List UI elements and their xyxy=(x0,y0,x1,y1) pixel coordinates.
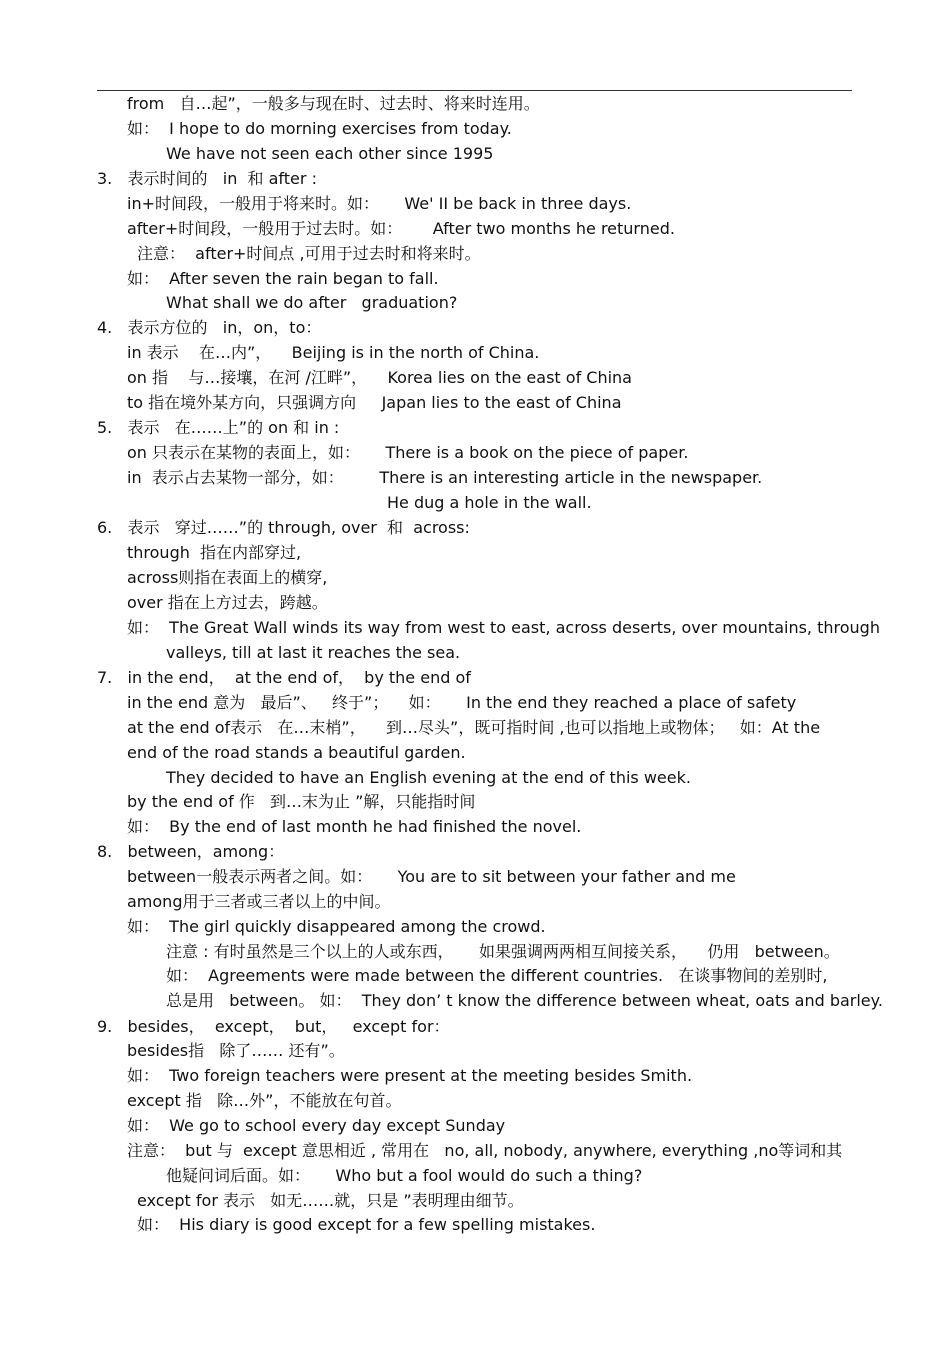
text-line: over 指在上方过去，跨越。 xyxy=(127,593,328,612)
text-line: 如： His diary is good except for a few spelling mistakes. xyxy=(137,1215,596,1234)
section-heading: 3. 表示时间的 in 和 after : xyxy=(97,169,317,188)
section-heading: 4. 表示方位的 in，on，to： xyxy=(97,318,322,337)
text-line: except 指 除…外”，不能放在句首。 xyxy=(127,1091,402,1110)
text-line: after+时间段，一般用于过去时。如： After two months he returned. xyxy=(127,219,675,238)
text-line: in 表示占去某物一部分，如： There is an interesting article in the newspaper. xyxy=(127,468,763,487)
text-line: 如： After seven the rain began to fall. xyxy=(127,269,439,288)
text-line: 注意 : 有时虽然是三个以上的人或东西， 如果强调两两相互间接关系， 仍用 between。 xyxy=(166,942,840,961)
text-line: in 表示 在…内”， Beijing is in the north of China. xyxy=(127,343,540,362)
section-heading: 9. besides， except， but， except for： xyxy=(97,1017,450,1036)
text-line: 如： I hope to do morning exercises from today. xyxy=(127,119,512,138)
text-line: 如： The Great Wall winds its way from west to east, across deserts, over mountains, through xyxy=(127,618,880,637)
text-line: on 只表示在某物的表面上，如： There is a book on the piece of paper. xyxy=(127,443,689,462)
text-line: 如： By the end of last month he had finished the novel. xyxy=(127,817,582,836)
text-line: through 指在内部穿过, xyxy=(127,543,302,562)
text-line: 他疑问词后面。如： Who but a fool would do such a thing? xyxy=(166,1166,643,1185)
text-line: end of the road stands a beautiful garden. xyxy=(127,743,466,762)
text-line: 注意： after+时间点 ,可用于过去时和将来时。 xyxy=(137,244,481,263)
text-line: on 指 与…接壤，在河 /江畔”， Korea lies on the east of China xyxy=(127,368,632,387)
text-line: He dug a hole in the wall. xyxy=(387,493,592,512)
text-line: by the end of 作 到…末为止 ”解，只能指时间 xyxy=(127,792,476,811)
text-line: 注意： but 与 except 意思相近 , 常用在 no, all, nobody, anywhere, everything ,no等词和其 xyxy=(127,1141,843,1160)
text-line: 总是用 between。 如： They don’ t know the difference between wheat, oats and barley. xyxy=(166,991,883,1010)
section-heading: 5. 表示 在……上”的 on 和 in : xyxy=(97,418,340,437)
text-line: We have not seen each other since 1995 xyxy=(166,144,494,163)
text-line: among用于三者或三者以上的中间。 xyxy=(127,892,391,911)
text-line: except for 表示 如无……就，只是 ”表明理由细节。 xyxy=(137,1191,524,1210)
text-line: 如： Two foreign teachers were present at the meeting besides Smith. xyxy=(127,1066,693,1085)
section-heading: 7. in the end， at the end of， by the end of xyxy=(97,668,471,687)
text-line: They decided to have an English evening at the end of this week. xyxy=(166,768,691,787)
top-rule xyxy=(97,90,852,91)
text-line: from 自…起”，一般多与现在时、过去时、将来时连用。 xyxy=(127,94,540,113)
section-heading: 6. 表示 穿过……”的 through, over 和 across: xyxy=(97,518,470,537)
text-line: 如： Agreements were made between the different countries. 在谈事物间的差别时, xyxy=(166,966,828,985)
text-line: 如： We go to school every day except Sunday xyxy=(127,1116,506,1135)
text-line: What shall we do after graduation? xyxy=(166,293,458,312)
section-heading: 8. between，among： xyxy=(97,842,285,861)
text-line: besides指 除了…… 还有”。 xyxy=(127,1041,345,1060)
text-line: valleys, till at last it reaches the sea. xyxy=(166,643,461,662)
text-line: in+时间段，一般用于将来时。如： We' II be back in three days. xyxy=(127,194,632,213)
text-line: at the end of表示 在…末梢”， 到…尽头”，既可指时间 ,也可以指地上或物体； 如：At the xyxy=(127,718,821,737)
text-line: across则指在表面上的横穿, xyxy=(127,568,328,587)
text-line: in the end 意为 最后”、 终于”； 如： In the end they reached a place of safety xyxy=(127,693,797,712)
text-line: 如： The girl quickly disappeared among the crowd. xyxy=(127,917,546,936)
text-line: to 指在境外某方向，只强调方向 Japan lies to the east of China xyxy=(127,393,622,412)
text-line: between一般表示两者之间。如： You are to sit between your father and me xyxy=(127,867,736,886)
